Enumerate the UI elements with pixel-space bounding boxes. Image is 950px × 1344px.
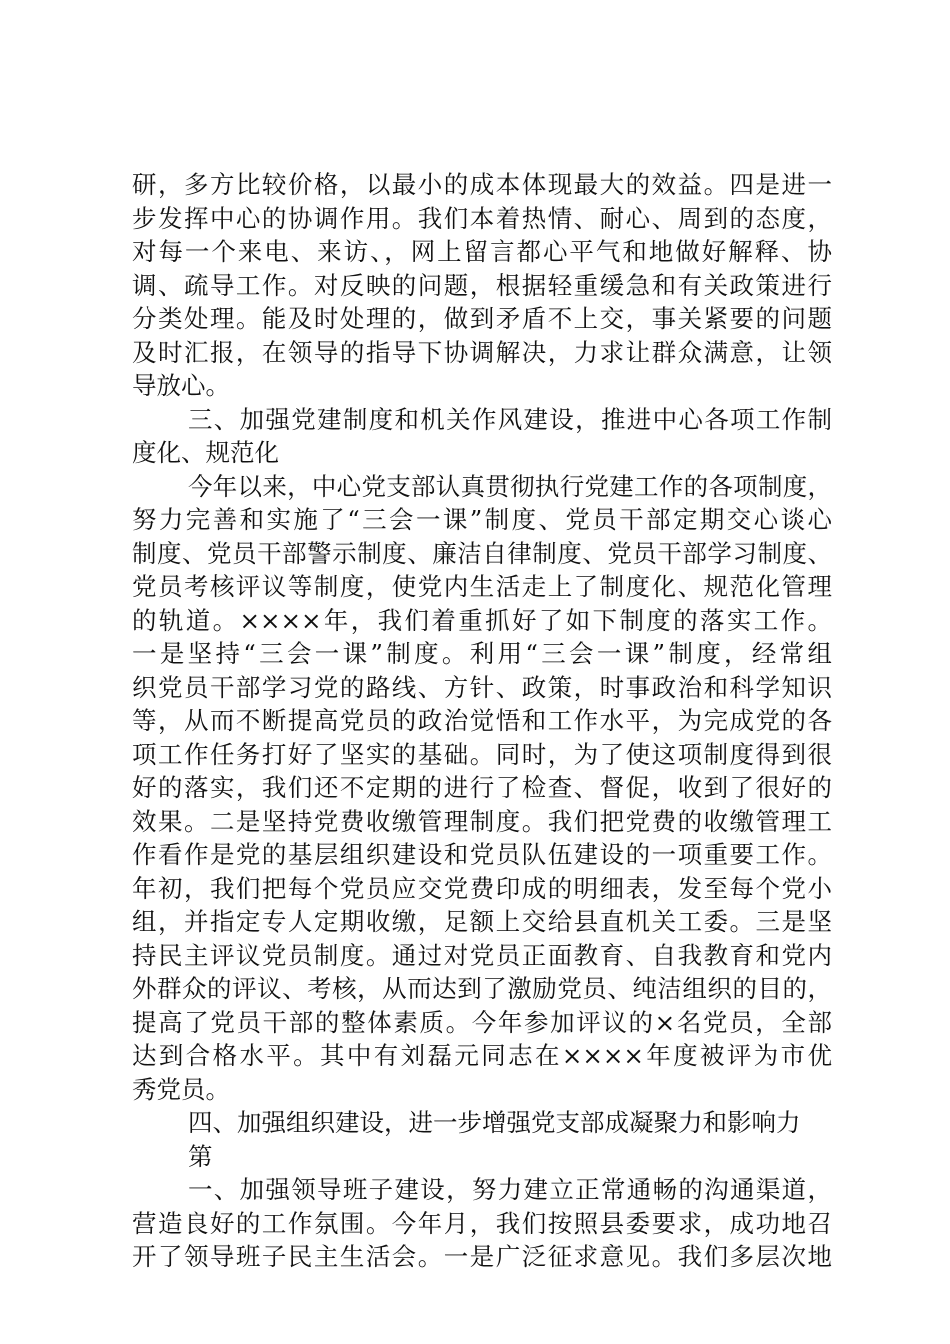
text-line: 组，并指定专人定期收缴，足额上交给县直机关工委。三是坚 <box>132 907 832 936</box>
text-line: 的轨道。××××年，我们着重抓好了如下制度的落实工作。 <box>132 605 832 635</box>
text-line: 研，多方比较价格，以最小的成本体现最大的效益。四是进一 <box>132 170 832 199</box>
text-line: 好的落实，我们还不定期的进行了检查、督促，收到了很好的 <box>132 773 832 802</box>
text-line: 分类处理。能及时处理的，做到矛盾不上交，事关紧要的问题 <box>132 304 832 333</box>
text-line: 步发挥中心的协调作用。我们本着热情、耐心、周到的态度， <box>132 203 832 233</box>
text-line: 导放心。 <box>132 371 230 400</box>
text-line: 织党员干部学习党的路线、方针、政策，时事政治和科学知识 <box>132 672 832 702</box>
text-line: 提高了党员干部的整体素质。今年参加评议的×名党员，全部 <box>132 1007 832 1037</box>
document-body <box>132 168 832 1274</box>
text-line: 一是坚持“三会一课”制度。利用“三会一课”制度，经常组 <box>132 639 832 668</box>
text-line: 努力完善和实施了“三会一课”制度、党员干部定期交心谈心 <box>132 505 832 534</box>
text-line: 党员考核评议等制度，使党内生活走上了制度化、规范化管理 <box>132 572 832 601</box>
text-line: 第 <box>188 1141 213 1171</box>
text-line: 制度、党员干部警示制度、廉洁自律制度、党员干部学习制度、 <box>132 538 832 568</box>
text-line: 外群众的评议、考核，从而达到了激励党员、纯洁组织的目的， <box>132 974 832 1003</box>
text-line: 等，从而不断提高党员的政治觉悟和工作水平，为完成党的各 <box>132 706 832 735</box>
text-line: 年初，我们把每个党员应交党费印成的明细表，发至每个党小 <box>132 873 832 903</box>
text-line: 项工作任务打好了坚实的基础。同时，为了使这项制度得到很 <box>132 739 832 769</box>
text-line: 度化、规范化 <box>132 438 279 467</box>
text-line: 三、加强党建制度和机关作风建设，推进中心各项工作制 <box>188 404 832 434</box>
text-line: 调、疏导工作。对反映的问题，根据轻重缓急和有关政策进行 <box>132 270 832 300</box>
text-line: 效果。二是坚持党费收缴管理制度。我们把党费的收缴管理工 <box>132 806 832 836</box>
text-line: 今年以来，中心党支部认真贯彻执行党建工作的各项制度， <box>188 471 832 501</box>
text-line: 对每一个来电、来访、，网上留言都心平气和地做好解释、协 <box>132 237 832 266</box>
text-line: 四、加强组织建设，进一步增强党支部成凝聚力和影响力 <box>188 1108 801 1137</box>
text-line: 开了领导班子民主生活会。一是广泛征求意见。我们多层次地 <box>132 1242 832 1271</box>
text-line: 营造良好的工作氛围。今年月，我们按照县委要求，成功地召 <box>132 1208 832 1238</box>
text-line: 达到合格水平。其中有刘磊元同志在××××年度被评为市优 <box>132 1041 832 1070</box>
text-line: 及时汇报，在领导的指导下协调解决，力求让群众满意，让领 <box>132 337 832 367</box>
text-line: 持民主评议党员制度。通过对党员正面教育、自我教育和党内 <box>132 940 832 970</box>
text-line: 秀党员。 <box>132 1074 230 1104</box>
text-line: 作看作是党的基层组织建设和党员队伍建设的一项重要工作。 <box>132 840 832 869</box>
text-line: 一、加强领导班子建设，努力建立正常通畅的沟通渠道， <box>188 1175 832 1204</box>
